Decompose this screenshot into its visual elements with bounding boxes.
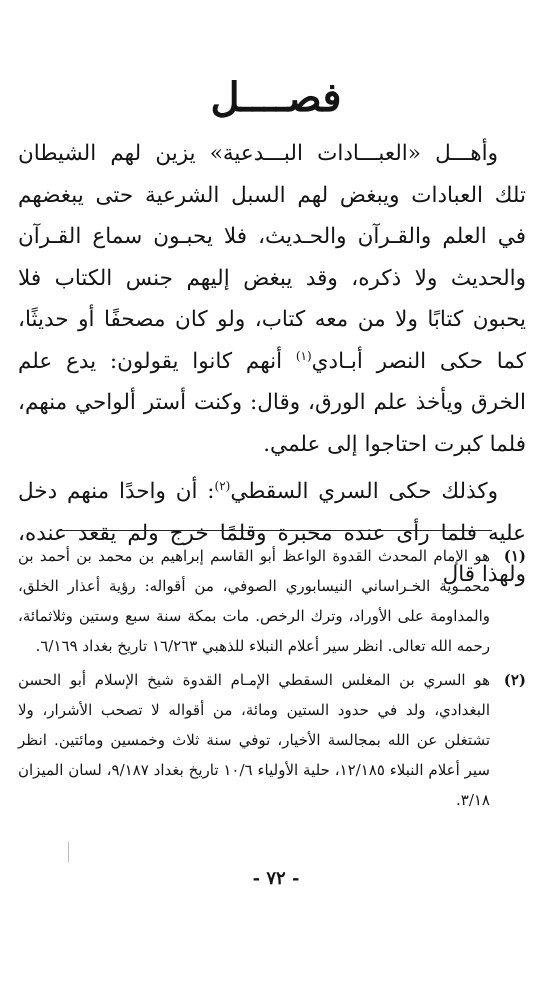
footnote-2 bbox=[18, 665, 526, 815]
footnote-2-text: هو السري بن المغلس السقطي الإمـام القدوة شيخ الإسلام أبو الحسن البغدادي، ولد في حدود الستين ومائة، من أقواله لا تصحب الأشرار، ولا تشتغلن عن الله بمجالسة الأخيار، توفي سنة ثلاث وخمسين ومائتين. انظر سير أعلام النبلاء ١٢/١٨٥، حلية الأولياء ١٠/٦ تاريخ بغداد ٩/١٨٧، لسان الميزان ٣/١٨. bbox=[18, 671, 491, 809]
scan-artifact bbox=[68, 842, 69, 862]
page-number: - ٧٢ - bbox=[252, 868, 300, 889]
footnote-ref-2[interactable]: (٢) bbox=[214, 478, 231, 493]
main-text bbox=[18, 133, 526, 596]
paragraph-1-text: وأهـــل «العبـــادات البـــدعية» يزين لهم الشيطان تلك العبادات ويبغض لهم السبل الشرعية حتى يبغضهم في العلم والقـرآن والحـديث، فلا يحبـون سماع القـرآن والحديث ولا ذكره، وقد يبغض إليهم جنس الكتاب فلا يحبون كتابًا ولا من معه كتاب، ولو كان مصحفًا أو حديثًا، كما حكى النصر أبـادي bbox=[18, 141, 526, 374]
footnote-1-text: هو الإمام المحدث القدوة الواعظ أبو القاسم إبراهيم بن محمد بن أحمد بن محمـوية الخـراساني النيسابوري الصوفي، من أقواله: رؤية أعذار الخلق، والمداومة على الأوراد، وترك الرخص. مات بمكة سنة سبع وستين وثلاثمائة، رحمه الله تعالى. انظر سير أعلام النبلاء للذهبي ١٦/٢٦٣ تاريخ بغداد ٦/١٦٩. bbox=[18, 547, 490, 655]
footnote-1-number: (١) bbox=[503, 547, 526, 565]
footnote-1 bbox=[18, 541, 526, 661]
chapter-title: فصــــل bbox=[210, 74, 342, 121]
paragraph-2-text: وكذلك حكى السري السقطي bbox=[230, 479, 498, 504]
paragraph-2-rest: : أن واحدًا منهم دخل عليه فلما رأى عنده محبرة وقلمًا خرج ولم يقعد عنده، ولهذا قال bbox=[18, 479, 526, 587]
paragraph-1 bbox=[18, 133, 526, 465]
footnote-separator bbox=[60, 530, 492, 531]
footnote-ref-1[interactable]: (١) bbox=[295, 348, 312, 363]
paragraph-1-rest: أنهم كانوا يقولون: يدع علم الخرق ويأخذ علم الورق، وقال: وكنت أستر ألواحي منهم، فلما كبرت احتاجوا إلى علمي. bbox=[18, 348, 526, 457]
footnotes bbox=[18, 541, 526, 819]
footnote-2-number: (٢) bbox=[503, 671, 526, 689]
